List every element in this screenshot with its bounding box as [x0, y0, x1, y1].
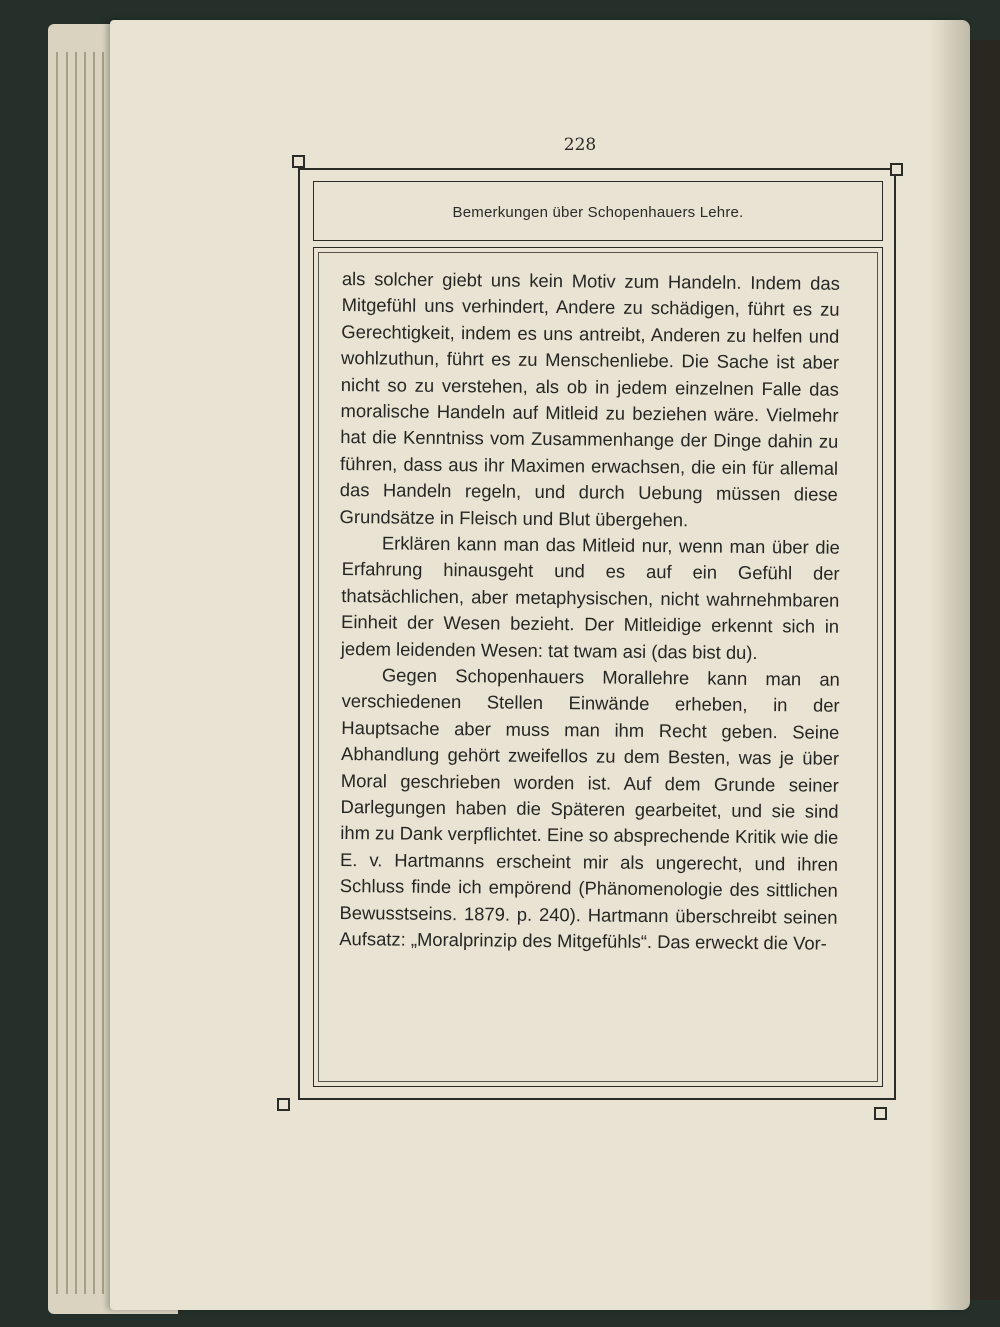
paragraph: Gegen Schopenhauers Morallehre kann man an verschiedenen Stellen Einwände erheben, in der Hauptsache aber muss man ihm Recht geben. Seine Abhandlung gehört zweifellos zu dem Besten, was je über Moral geschrieben worden ist. Auf dem Grunde seiner Darlegungen haben die Späteren gearbeitet, und sie sind ihm zu Dank verpflichtet. Eine so absprechende Kritik wie die E. v. Hartmanns erscheint mir als ungerecht, und ihren Schluss finde ich empörend (Phänomenologie des sittlichen Bewusstseins. 1879. p. 240). Hartmann überschreibt seinen Aufsatz: „Moralprinzip des Mitgefühls“. Das erweckt die Vor-: [339, 664, 840, 954]
frame-corner-bottom-right: [874, 1107, 887, 1120]
page-gutter-shadow: [930, 20, 970, 1310]
running-head: Bemerkungen über Schopenhauers Lehre.: [452, 204, 744, 221]
frame-corner-top-left: [292, 155, 305, 168]
body-text: [339, 266, 840, 954]
facing-page-edge: [965, 40, 1000, 1300]
page-number: 228: [563, 135, 597, 155]
frame-corner-top-right: [890, 163, 903, 176]
paragraph: Erklären kann man das Mitleid nur, wenn man über die Erfahrung hinausgeht und es auf ein Gefühl der thatsächlichen, aber metaphysischen, nicht wahrnehmbaren Einheit der Wesen bezieht. Der Mitleidige erkennt sich in jedem leidenden Wesen: tat twam asi (das bist du).: [340, 532, 840, 663]
paragraph: als solcher giebt uns kein Motiv zum Handeln. Indem das Mitgefühl uns verhindert, Andere zu schädigen, führt es zu Gerechtigkeit, indem es uns antreibt, Anderen zu helfen und wohlzuthun, führt es zu Menschenliebe. Die Sache ist aber nicht so zu verstehen, als ob in jedem einzelnen Falle das moralische Handeln auf Mitleid zu beziehen wäre. Vielmehr hat die Kenntniss vom Zusammenhange der Dinge dahin zu führen, dass aus ihr Maximen erwachsen, die ein für allemal das Handeln regeln, und durch Uebung müssen diese Grundsätze in Fleisch und Blut übergehen.: [339, 267, 840, 530]
frame-corner-bottom-left: [277, 1098, 290, 1111]
